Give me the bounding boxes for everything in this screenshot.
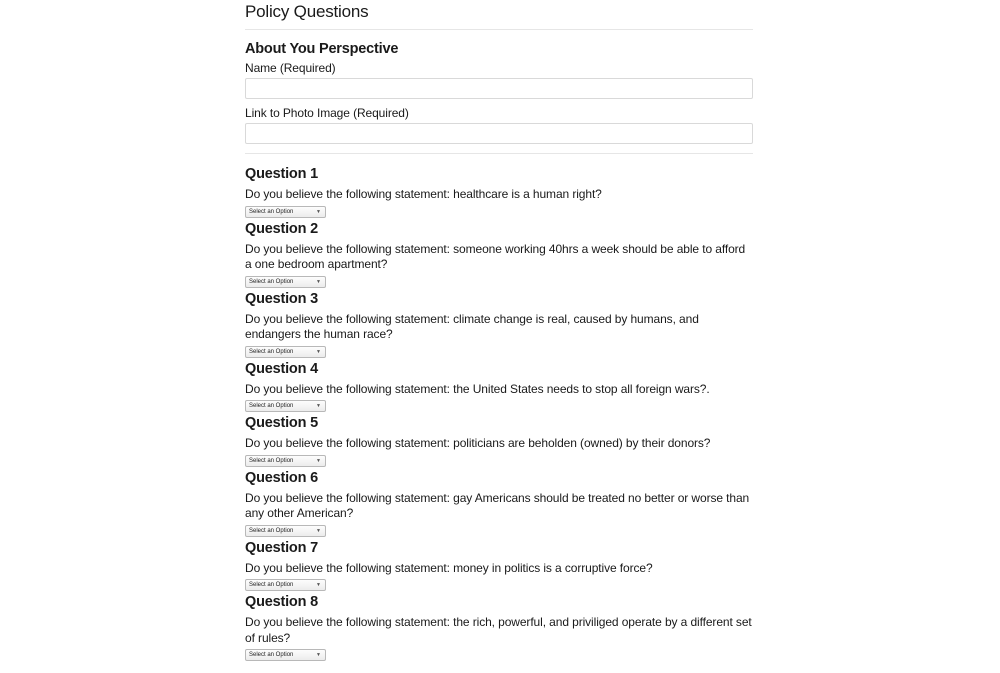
- select-value: Select an Option: [249, 652, 294, 658]
- select-value: Select an Option: [249, 457, 294, 464]
- select-box[interactable]: [245, 206, 326, 218]
- question-text: Do you believe the following statement: climate change is real, caused by humans, and endangers the human race?: [245, 311, 699, 341]
- chevron-down-icon: ▼: [316, 208, 321, 215]
- question-text: Do you believe the following statement: healthcare is a human right?: [245, 187, 602, 201]
- chevron-down-icon: ▼: [316, 652, 321, 658]
- select-box[interactable]: [245, 346, 326, 358]
- question-6-select[interactable]: [245, 525, 326, 537]
- chevron-down-icon: ▼: [316, 582, 321, 588]
- question-title: Question 7: [245, 539, 318, 556]
- question-title: Question 1: [245, 166, 318, 182]
- question-text: Do you believe the following statement: money in politics is a corruptive force?: [245, 560, 653, 575]
- select-box[interactable]: [245, 579, 326, 591]
- question-2-select[interactable]: [245, 276, 326, 288]
- chevron-down-icon: ▼: [316, 457, 321, 464]
- question-8-select[interactable]: [245, 649, 326, 661]
- select-box[interactable]: [245, 525, 326, 537]
- about-section-title: About You Perspective: [245, 41, 399, 57]
- chevron-down-icon: ▼: [316, 348, 321, 355]
- select-value: Select an Option: [249, 527, 294, 534]
- question-4: [245, 360, 753, 413]
- page-title: Policy Questions: [245, 2, 369, 21]
- select-box[interactable]: [245, 400, 326, 412]
- select-box[interactable]: [245, 455, 326, 467]
- question-text: Do you believe the following statement: someone working 40hrs a week should be able to afford a one bedroom apartment?: [245, 241, 746, 271]
- question-5: [245, 414, 753, 467]
- name-label: Name (Required): [245, 61, 336, 75]
- photo-link-input[interactable]: [245, 123, 753, 144]
- question-1-select[interactable]: [245, 206, 326, 218]
- question-text: Do you believe the following statement: the rich, powerful, and priviliged operate by a different set of rules?: [245, 615, 752, 645]
- question-6: [245, 469, 753, 537]
- questions-list: [245, 165, 753, 661]
- select-value: Select an Option: [249, 278, 294, 285]
- question-2: [245, 220, 753, 288]
- question-7-select[interactable]: [245, 579, 326, 591]
- question-3: [245, 290, 753, 358]
- question-7: [245, 539, 753, 592]
- select-box[interactable]: [245, 649, 326, 661]
- question-text: Do you believe the following statement: politicians are beholden (owned) by their donors?: [245, 436, 711, 450]
- select-value: Select an Option: [249, 582, 294, 588]
- question-text: Do you believe the following statement: the United States needs to stop all foreign wars?.: [245, 381, 710, 396]
- photo-link-label: Link to Photo Image (Required): [245, 106, 409, 120]
- select-value: Select an Option: [249, 208, 294, 215]
- question-title: Question 5: [245, 415, 318, 431]
- question-5-select[interactable]: [245, 455, 326, 467]
- select-value: Select an Option: [249, 403, 294, 409]
- question-4-select[interactable]: [245, 400, 326, 412]
- question-title: Question 2: [245, 220, 318, 237]
- question-title: Question 8: [245, 594, 318, 610]
- question-3-select[interactable]: [245, 346, 326, 358]
- select-box[interactable]: [245, 276, 326, 288]
- chevron-down-icon: ▼: [316, 403, 321, 409]
- name-input[interactable]: [245, 78, 753, 99]
- question-1: [245, 165, 753, 218]
- question-title: Question 6: [245, 469, 318, 486]
- question-text: Do you believe the following statement: gay Americans should be treated no better or worse than any other American?: [245, 490, 750, 520]
- form-container: [245, 0, 753, 663]
- question-8: [245, 593, 753, 661]
- select-value: Select an Option: [249, 348, 294, 355]
- chevron-down-icon: ▼: [316, 278, 321, 285]
- question-title: Question 3: [245, 290, 318, 307]
- question-title: Question 4: [245, 360, 318, 377]
- chevron-down-icon: ▼: [316, 527, 321, 534]
